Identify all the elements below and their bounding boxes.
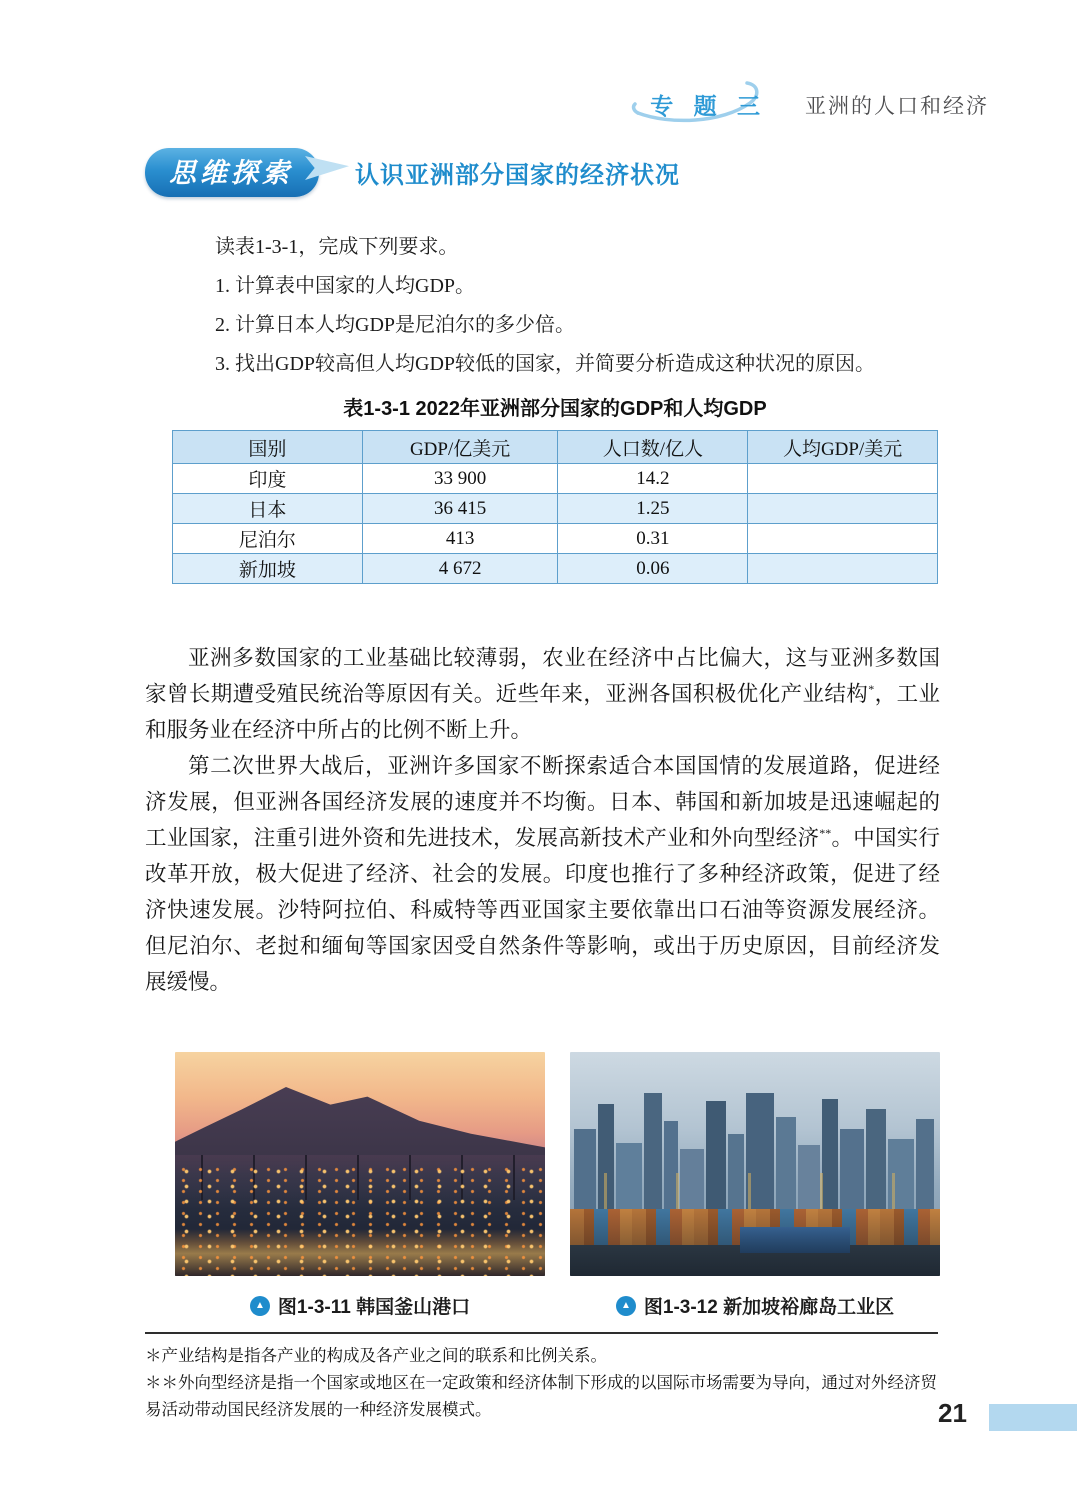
- body-text: [145, 640, 940, 1000]
- section-header: [145, 148, 680, 197]
- table-title: 表1-3-1 2022年亚洲部分国家的GDP和人均GDP: [343, 398, 767, 420]
- footnotes: [145, 1342, 950, 1423]
- mountain-silhouette: [175, 1079, 545, 1160]
- table-cell: 14.2: [558, 464, 748, 494]
- task-item-1: 1. 计算表中国家的人均GDP。: [215, 275, 476, 297]
- figure-caption-text: 图1-3-12 新加坡裕廊岛工业区: [643, 1297, 895, 1318]
- figure-row: [175, 1052, 941, 1319]
- table-row: [173, 554, 938, 584]
- table-header-population: 人口数/亿人: [558, 431, 748, 464]
- table-header-country: 国别: [173, 431, 363, 464]
- unit-badge-wrap: [640, 84, 777, 125]
- section-badge: 思维探索: [145, 148, 319, 197]
- figure-marker-icon: ▲: [250, 1296, 270, 1316]
- section-title: 认识亚洲部分国家的经济状况: [355, 162, 680, 189]
- table-cell: 0.31: [558, 524, 748, 554]
- footnote-1: ＊产业结构是指各产业的构成及各产业之间的联系和比例关系。: [145, 1346, 607, 1365]
- city-lights: [175, 1164, 545, 1276]
- table-cell: 0.06: [558, 554, 748, 584]
- table-row: [173, 524, 938, 554]
- page-edge-bar: [989, 1404, 1077, 1431]
- body-paragraph-1: 亚洲多数国家的工业基础比较薄弱，农业在经济中占比偏大，这与亚洲多数国家曾长期遭受殖民统治等原因有关。近些年来，亚洲各国积极优化产业结构*，工业和服务业在经济中所占的比例不断上升。: [145, 646, 940, 742]
- task-lead: 读表1-3-1，完成下列要求。: [215, 236, 459, 258]
- task-item-2: 2. 计算日本人均GDP是尼泊尔的多少倍。: [215, 314, 576, 336]
- chapter-title: 亚洲的人口和经济: [805, 94, 989, 118]
- table-header-row: [173, 431, 938, 464]
- table-cell: 印度: [173, 464, 363, 494]
- photo-jurong-island: [570, 1052, 940, 1276]
- photo-busan-port: [175, 1052, 545, 1276]
- table-cell: 413: [362, 524, 558, 554]
- page-header: [640, 84, 989, 125]
- footnote-divider: [145, 1332, 938, 1334]
- body-paragraph-2: 第二次世界大战后，亚洲许多国家不断探索适合本国国情的发展道路，促进经济发展，但亚洲各国经济发展的速度并不均衡。日本、韩国和新加坡是迅速崛起的工业国家，注重引进外资和先进技术，发展高新技术产业和外向型经济**。中国实行改革开放，极大促进了经济、社会的发展。印度也推行了多种经济政策，促进了经济快速发展。沙特阿拉伯、科威特等西亚国家主要依靠出口石油等资源发展经济。但尼泊尔、老挝和缅甸等国家因受自然条件等影响，或出于历史原因，目前经济发展缓慢。: [145, 754, 940, 994]
- table-cell: 1.25: [558, 494, 748, 524]
- table-cell: [748, 464, 938, 494]
- table-header-gdp: GDP/亿美元: [362, 431, 558, 464]
- table-row: [173, 464, 938, 494]
- table-cell: 4 672: [362, 554, 558, 584]
- figure-busan: [175, 1052, 545, 1319]
- table-cell: 33 900: [362, 464, 558, 494]
- table-cell: 日本: [173, 494, 363, 524]
- gdp-table: [172, 430, 938, 584]
- table-cell: 新加坡: [173, 554, 363, 584]
- task-list: [215, 228, 955, 384]
- table-cell: [748, 554, 938, 584]
- container-port: [570, 1209, 940, 1276]
- task-item-3: 3. 找出GDP较高但人均GDP较低的国家，并简要分析造成这种状况的原因。: [215, 353, 876, 375]
- table-cell: 尼泊尔: [173, 524, 363, 554]
- page-number: 21: [938, 1398, 967, 1428]
- gdp-table-wrap: [172, 430, 938, 584]
- figure-caption-text: 图1-3-11 韩国釜山港口: [277, 1297, 471, 1318]
- table-cell: [748, 524, 938, 554]
- figure-caption-busan: [175, 1292, 545, 1319]
- table-header-gdp-per-capita: 人均GDP/美元: [748, 431, 938, 464]
- figure-jurong: [570, 1052, 940, 1319]
- footnote-2: ＊＊外向型经济是指一个国家或地区在一定政策和经济体制下形成的以国际市场需要为导向，通过对外经济贸易活动带动国民经济发展的一种经济发展模式。: [145, 1373, 937, 1419]
- unit-title: 专 题 三: [650, 93, 767, 119]
- figure-caption-jurong: [570, 1292, 940, 1319]
- table-row: [173, 494, 938, 524]
- figure-marker-icon: ▲: [616, 1296, 636, 1316]
- table-cell: 36 415: [362, 494, 558, 524]
- table-cell: [748, 494, 938, 524]
